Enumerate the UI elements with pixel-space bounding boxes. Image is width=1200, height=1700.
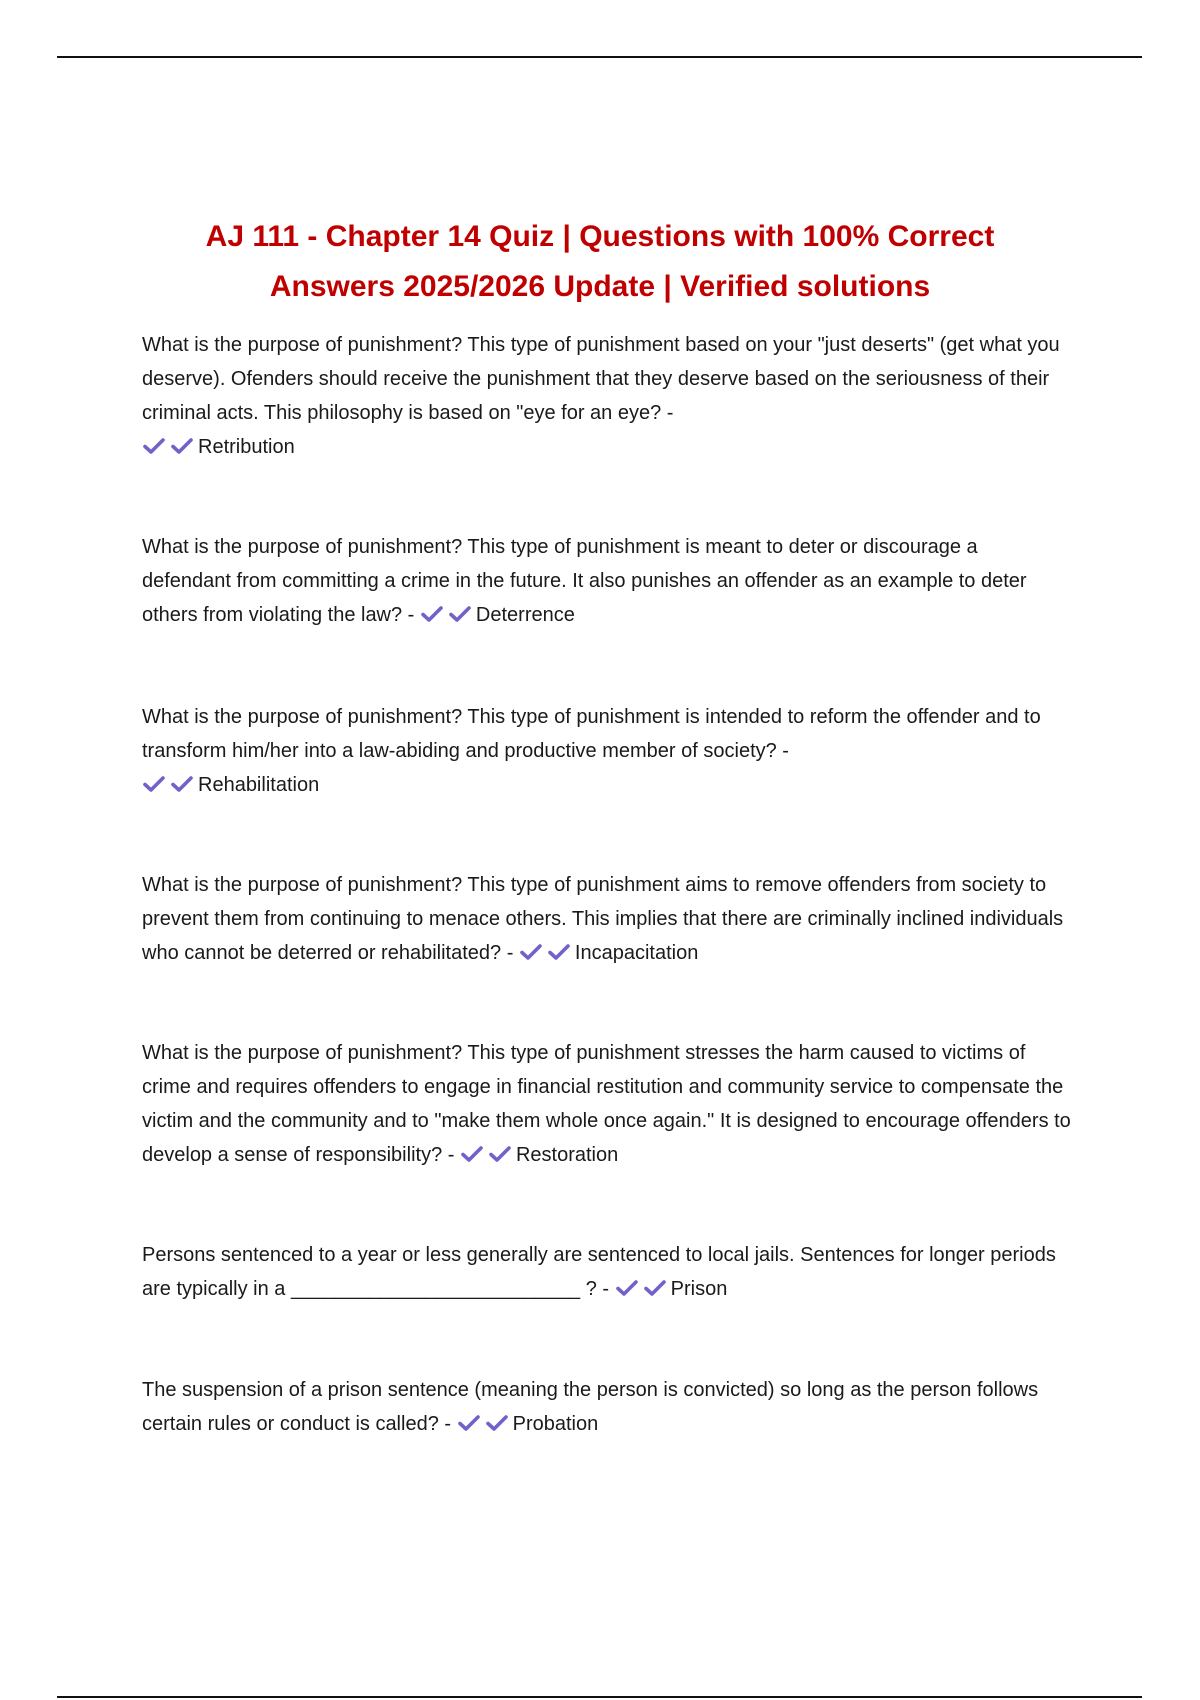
title-line-1: AJ 111 - Chapter 14 Quiz | Questions with 100% Correct bbox=[205, 220, 995, 253]
qa-item-7 bbox=[142, 1373, 1072, 1441]
answer-text: Deterrence bbox=[475, 604, 575, 626]
qa-item-2 bbox=[142, 530, 1072, 632]
check-icon bbox=[170, 436, 198, 456]
check-icon bbox=[420, 604, 448, 624]
title-line-2: Answers 2025/2026 Update | Verified solutions bbox=[269, 270, 931, 303]
answer-text: Retribution bbox=[198, 436, 295, 458]
answer-text: Rehabilitation bbox=[198, 774, 320, 796]
check-icon bbox=[488, 1144, 516, 1164]
footer-rule bbox=[57, 1696, 1142, 1698]
check-icon bbox=[457, 1413, 485, 1433]
question-text: What is the purpose of punishment? This type of punishment is meant to deter or discourage a defendant from committing a crime in the future. It also punishes an offender as an example to deter others from violating the law? - bbox=[142, 536, 1027, 626]
qa-item-3 bbox=[142, 700, 1072, 802]
answer-text: Incapacitation bbox=[574, 942, 699, 964]
qa-item-6 bbox=[142, 1238, 1072, 1306]
check-icon bbox=[460, 1144, 488, 1164]
check-icon bbox=[170, 774, 198, 794]
check-icon bbox=[142, 774, 170, 794]
question-text: What is the purpose of punishment? This type of punishment based on your "just deserts" (get what you deserve). Ofenders should receive the punishment that they deserve based on the seriousness of their criminal acts. This philosophy is based on "eye for an eye? - bbox=[142, 334, 1060, 424]
answer-text: Probation bbox=[512, 1413, 599, 1435]
document-title bbox=[100, 212, 1100, 312]
question-text: The suspension of a prison sentence (meaning the person is convicted) so long as the person follows certain rules or conduct is called? - bbox=[142, 1379, 1039, 1435]
check-icon bbox=[142, 436, 170, 456]
check-icon bbox=[485, 1413, 513, 1433]
qa-item-4 bbox=[142, 868, 1072, 970]
question-text: What is the purpose of punishment? This type of punishment is intended to reform the offender and to transform him/her into a law-abiding and productive member of society? - bbox=[142, 706, 1041, 762]
header-rule bbox=[57, 56, 1142, 58]
check-icon bbox=[519, 942, 547, 962]
check-icon bbox=[547, 942, 575, 962]
question-text: What is the purpose of punishment? This type of punishment aims to remove offenders from society to prevent them from continuing to menace others. This implies that there are criminally inclined individuals who cannot be deterred or rehabilitated? - bbox=[142, 874, 1064, 964]
answer-text: Restoration bbox=[515, 1144, 619, 1166]
check-icon bbox=[448, 604, 476, 624]
answer-text: Prison bbox=[670, 1278, 728, 1300]
check-icon bbox=[615, 1278, 643, 1298]
question-text: Persons sentenced to a year or less generally are sentenced to local jails. Sentences for longer periods are typically in a __________________________ ? - bbox=[142, 1244, 1056, 1300]
qa-item-5 bbox=[142, 1036, 1072, 1172]
check-icon bbox=[643, 1278, 671, 1298]
question-text: What is the purpose of punishment? This type of punishment stresses the harm caused to victims of crime and requires offenders to engage in financial restitution and community service to compensate the victim and the community and to "make them whole once again." It is designed to encourage offenders to develop a sense of responsibility? - bbox=[142, 1042, 1071, 1166]
qa-item-1 bbox=[142, 328, 1072, 464]
